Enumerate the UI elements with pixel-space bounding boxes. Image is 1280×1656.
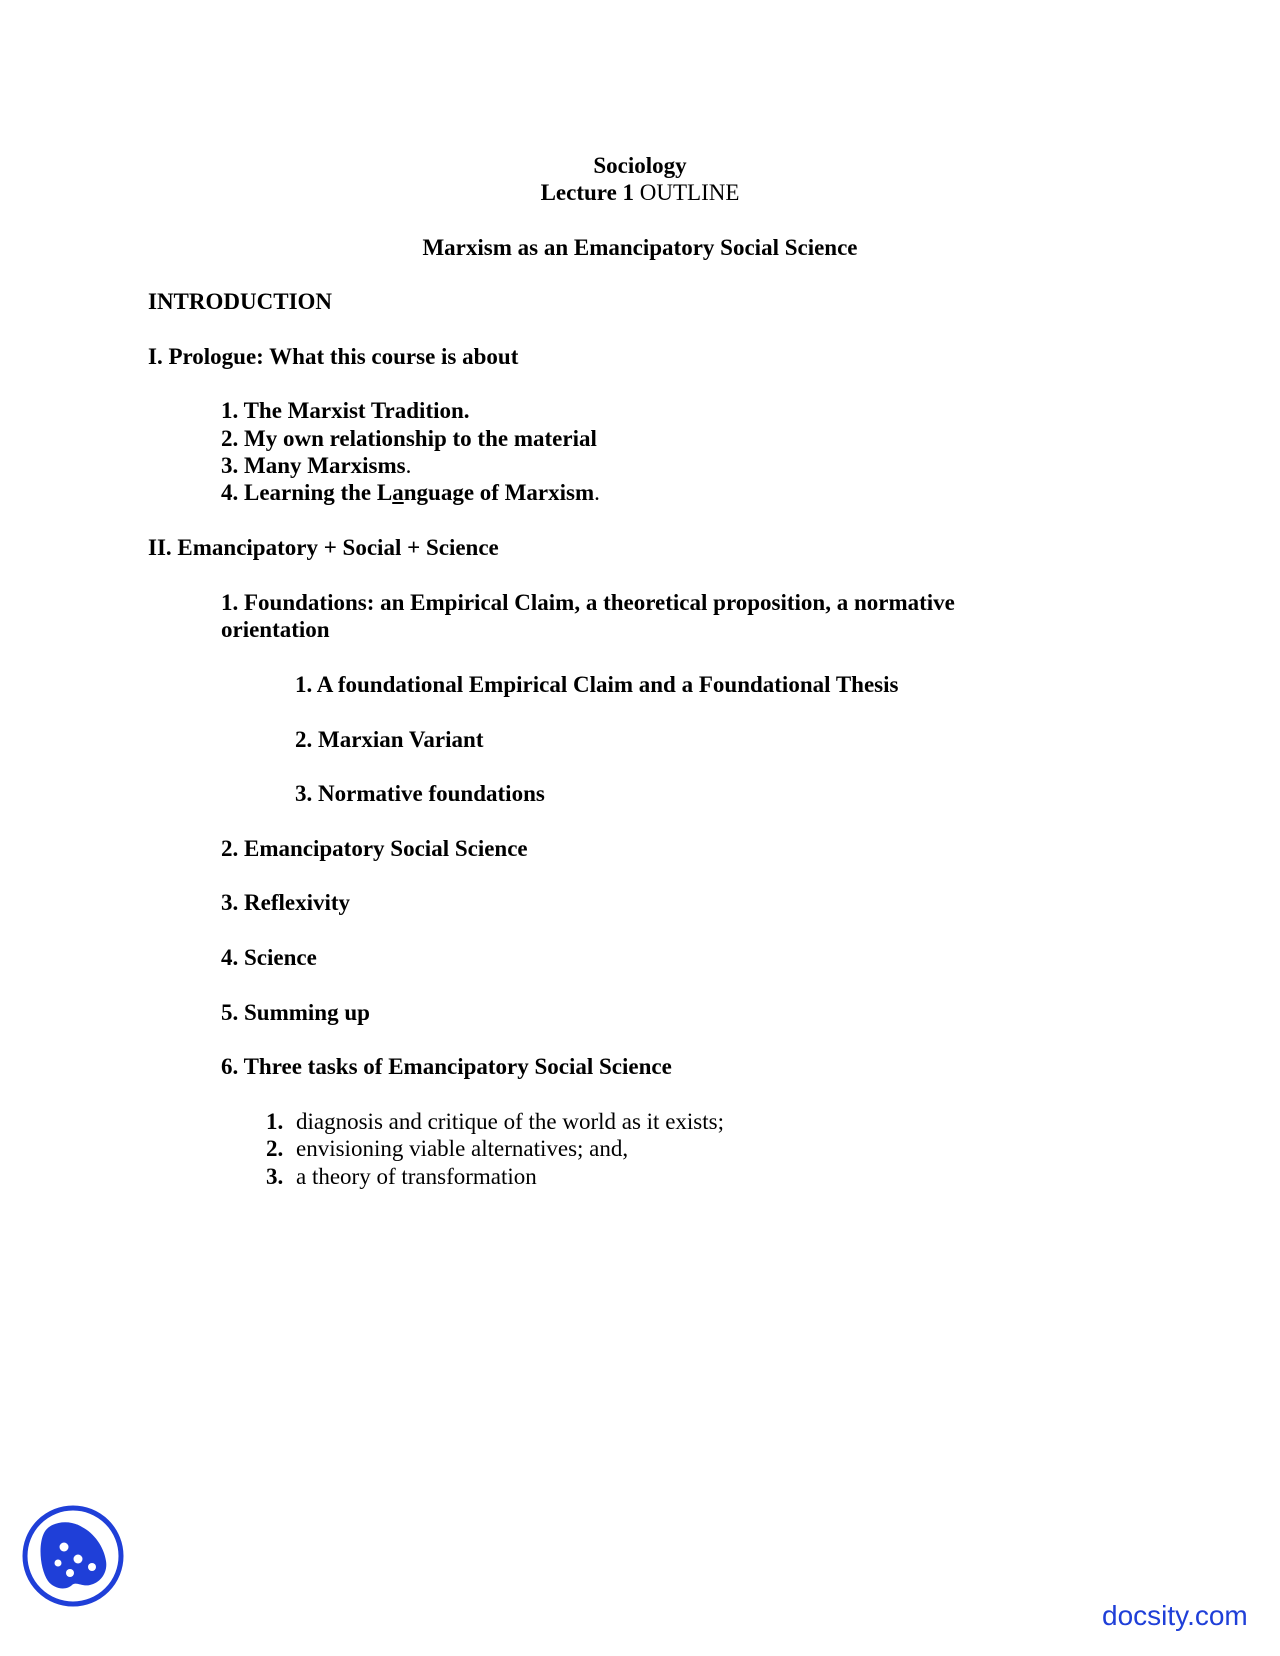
section-1-item-4-underlined-letter: a (392, 480, 404, 505)
lecture-line (0, 179, 1280, 207)
lecture-number: Lecture 1 (540, 180, 640, 205)
section-1-item-4-part-a: 4. Learning the L (221, 480, 393, 505)
task-text: diagnosis and critique of the world as it exists; (296, 1109, 724, 1134)
section-2-item-3: 3. Reflexivity (221, 890, 351, 915)
task-number: 3. (266, 1164, 284, 1189)
section-2-item-1-line-1: 1. Foundations: an Empirical Claim, a theoretical proposition, a normative (221, 590, 955, 615)
introduction-heading: INTRODUCTION (148, 289, 333, 314)
task-item (266, 1163, 537, 1191)
task-item (266, 1108, 724, 1136)
section-2-sub-item-3: 3. Normative foundations (295, 781, 545, 806)
lecture-outline-word: OUTLINE (639, 180, 740, 205)
section-2-item-2: 2. Emancipatory Social Science (221, 836, 528, 861)
section-1-item-4 (221, 479, 600, 507)
section-2-item-4: 4. Science (221, 945, 317, 970)
task-number: 1. (266, 1109, 284, 1134)
section-1-heading: I. Prologue: What this course is about (148, 344, 519, 369)
course-name: Sociology (593, 153, 687, 178)
docsity-logo-icon[interactable] (20, 1503, 126, 1609)
section-1-item-3-text: 3. Many Marxisms (221, 453, 406, 478)
section-2-item-5: 5. Summing up (221, 1000, 370, 1025)
section-1-item-4-period: . (594, 480, 600, 505)
document-title: Marxism as an Emancipatory Social Science (422, 235, 858, 260)
docsity-brand-text[interactable]: docsity.com (1102, 1600, 1248, 1631)
task-number: 2. (266, 1136, 284, 1161)
section-2-sub-item-1: 1. A foundational Empirical Claim and a Foundational Thesis (295, 672, 899, 697)
section-1-item-2: 2. My own relationship to the material (221, 426, 597, 451)
section-2-item-6: 6. Three tasks of Emancipatory Social Science (221, 1054, 672, 1079)
task-item (266, 1135, 628, 1163)
section-2-heading: II. Emancipatory + Social + Science (148, 535, 499, 560)
task-text: envisioning viable alternatives; and, (296, 1136, 629, 1161)
section-2-sub-item-2: 2. Marxian Variant (295, 727, 484, 752)
section-1-item-4-part-b: nguage of Marxism (403, 480, 595, 505)
section-1-item-3 (221, 452, 411, 480)
section-1-item-1: 1. The Marxist Tradition. (221, 398, 470, 423)
section-1-item-3-period: . (405, 453, 412, 478)
task-text: a theory of transformation (296, 1164, 537, 1189)
section-2-item-1-line-2: orientation (221, 617, 330, 642)
